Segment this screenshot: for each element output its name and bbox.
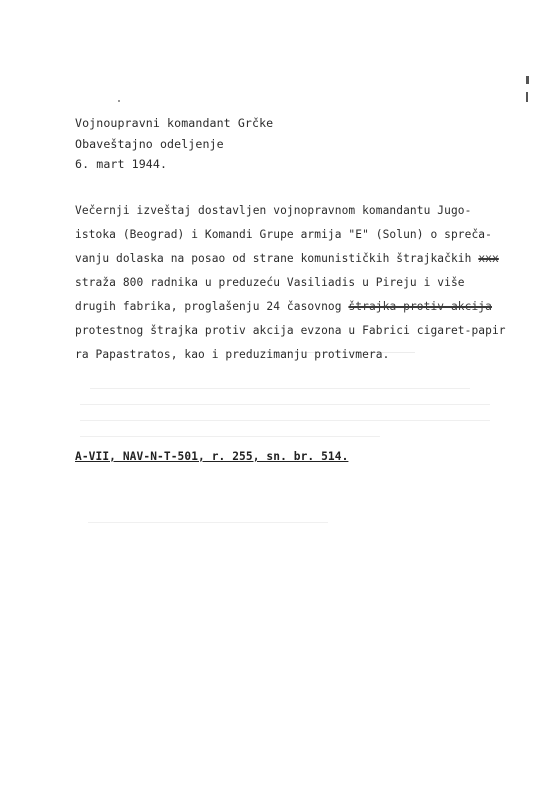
bleed-through-mark bbox=[80, 436, 380, 437]
bleed-through-mark bbox=[80, 420, 490, 421]
speck bbox=[118, 100, 120, 102]
body-line-3-text: vanju dolaska na posao od strane komunističkih štrajkačkih bbox=[75, 252, 472, 265]
header-line-1: Vojnoupravni komandant Grčke bbox=[75, 116, 274, 130]
body-line-2: istoka (Beograd) i Komandi Grupe armija "E" (Solun) o spreča- bbox=[75, 228, 492, 241]
body-line-7: ra Papastratos, kao i preduzimanju protivmera. bbox=[75, 348, 390, 361]
header-line-2: Obaveštajno odeljenje bbox=[75, 137, 224, 151]
struck-text: xxx bbox=[478, 252, 499, 265]
body-line-5-text: drugih fabrika, proglašenju 24 časovnog bbox=[75, 300, 342, 313]
archive-reference: A-VII, NAV-N-T-501, r. 255, sn. br. 514. bbox=[75, 450, 349, 463]
bleed-through-mark bbox=[88, 522, 328, 523]
body-line-3 bbox=[75, 252, 499, 265]
struck-text: štrajka protiv akcija bbox=[348, 300, 492, 313]
body-line-6: protestnog štrajka protiv akcija evzona u Fabrici cigaret-papir bbox=[75, 324, 506, 337]
body-line-1: Večernji izveštaj dostavljen vojnopravnom komandantu Jugo- bbox=[75, 204, 472, 217]
body-line-4: straža 800 radnika u preduzeću Vasiliadis u Pireju i više bbox=[75, 276, 465, 289]
binding-mark bbox=[526, 92, 528, 102]
bleed-through-mark bbox=[80, 404, 490, 405]
header-date: 6. mart 1944. bbox=[75, 157, 168, 171]
bleed-through-mark bbox=[90, 388, 470, 389]
body-line-5 bbox=[75, 300, 492, 313]
binding-mark bbox=[526, 76, 529, 84]
